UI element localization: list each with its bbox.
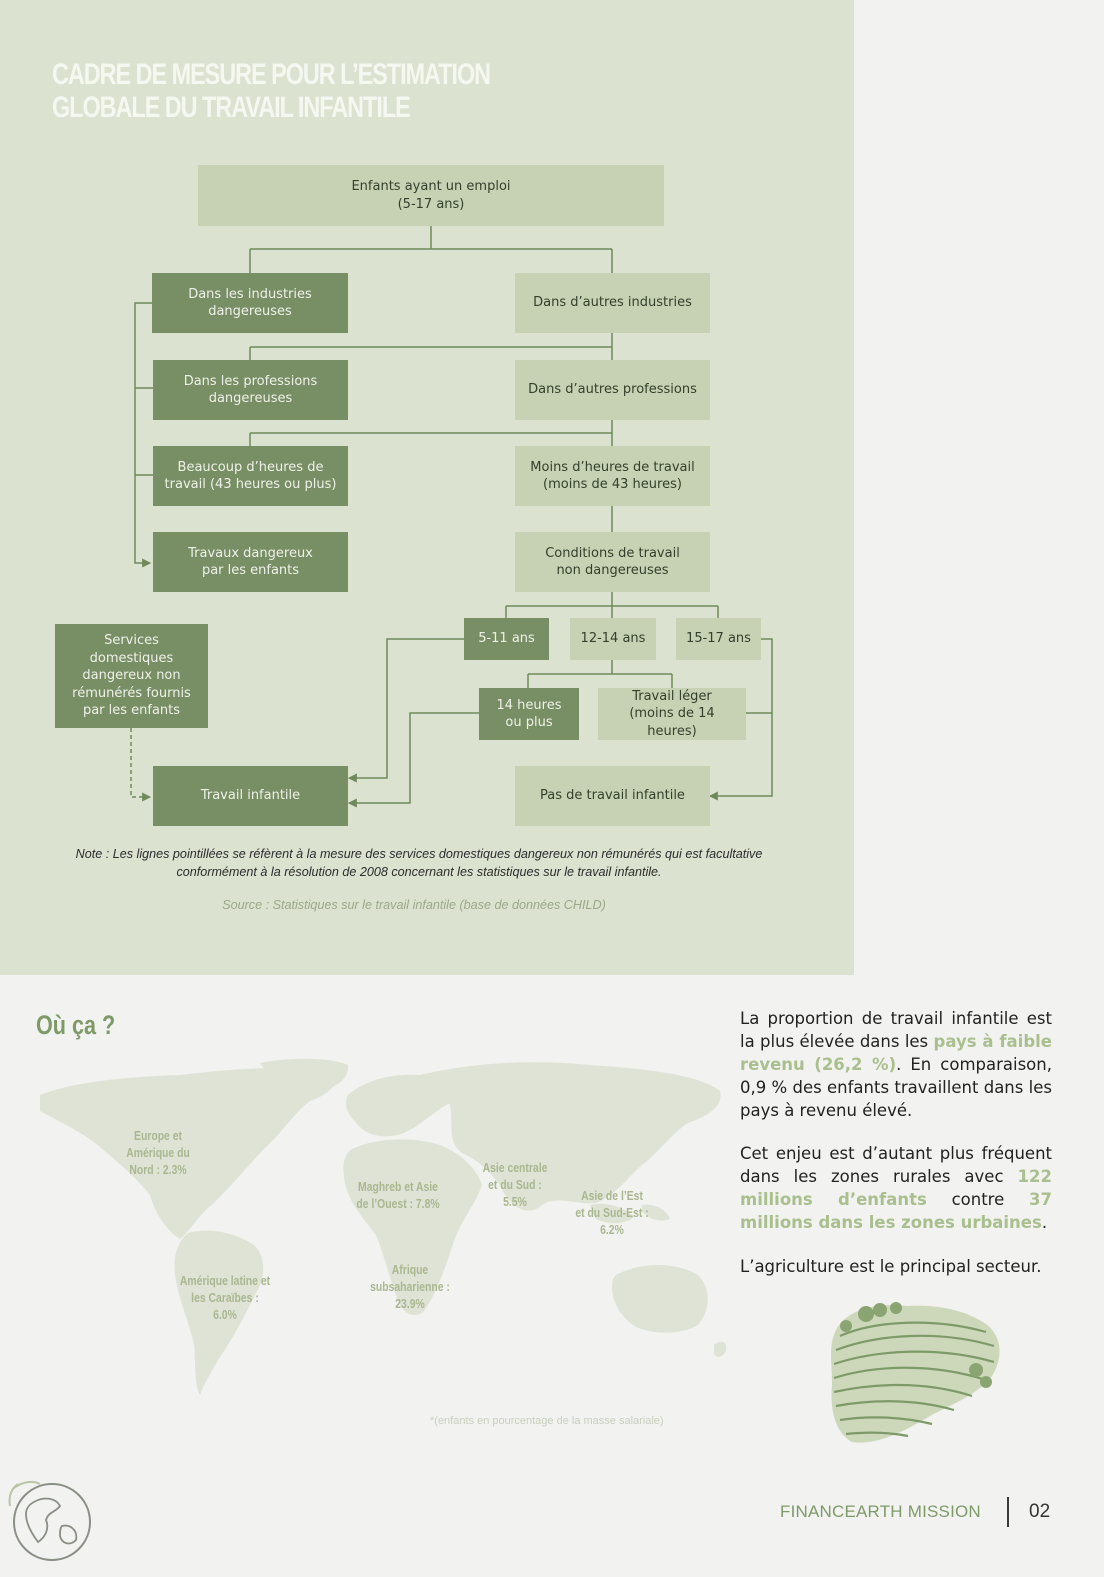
box-hazard-industries: Dans les industries dangereuses xyxy=(152,273,348,333)
box-age-5-11: 5-11 ans xyxy=(464,618,549,660)
paragraph-income-text-a: La proportion de travail infantile est la plus élevée dans les xyxy=(740,1009,1052,1051)
page-number: 02 xyxy=(1029,1501,1051,1522)
region-latin-america: Amérique latine et les Caraïbes : 6.0% xyxy=(179,1273,271,1322)
region-sub-saharan-africa: Afrique subsaharienne : 23.9% xyxy=(370,1262,450,1311)
paragraph-agriculture: L’agriculture est le principal secteur. xyxy=(740,1257,1042,1276)
flowchart-source: Source : Statistiques sur le travail infantile (base de données CHILD) xyxy=(222,898,606,912)
paragraph-rural-text-b: contre xyxy=(926,1190,1030,1209)
paragraph-rural-highlight-1: 122 millions d’enfants xyxy=(740,1167,1052,1209)
paragraph-income-text-b: . En comparaison, 0,9 % des enfants travaillent dans les pays à revenu élevé. xyxy=(740,1055,1052,1120)
map-footnote: *(enfants en pourcentage de la masse salariale) xyxy=(430,1415,664,1427)
box-other-industries: Dans d’autres industries xyxy=(515,273,710,333)
paragraph-rural-text-a: Cet enjeu est d’autant plus fréquent dans les zones rurales avec xyxy=(740,1144,1052,1186)
box-child-labour: Travail infantile xyxy=(153,766,348,826)
box-other-professions: Dans d’autres professions xyxy=(515,360,710,420)
region-maghreb-west-asia: Maghreb et Asie de l’Ouest : 7.8% xyxy=(356,1179,440,1211)
box-hazardous-work: Travaux dangereux par les enfants xyxy=(153,532,348,592)
region-europe-north-america: Europe et Amérique du Nord : 2.3% xyxy=(126,1128,190,1177)
paragraph-income xyxy=(740,1007,1052,1122)
box-long-hours: Beaucoup d’heures de travail (43 heures ou plus) xyxy=(153,446,348,506)
globe-logo-icon xyxy=(4,1476,100,1572)
footer-brand: FINANCEARTH MISSION xyxy=(780,1502,981,1521)
section-heading-where: Où ça ? xyxy=(36,1010,116,1040)
region-central-south-asia: Asie centrale et du Sud : 5.5% xyxy=(482,1160,548,1209)
paragraph-rural xyxy=(740,1142,1052,1234)
region-east-asia: Asie de l’Est et du Sud-Est : 6.2% xyxy=(575,1188,649,1237)
box-domestic-services: Services domestiques dangereux non rémunérés fournis par les enfants xyxy=(55,624,208,728)
box-light-work: Travail léger (moins de 14 heures) xyxy=(598,688,746,740)
page-title: CADRE DE MESURE POUR L’ESTIMATION GLOBALE DU TRAVAIL INFANTILE xyxy=(52,58,491,124)
box-age-15-17: 15-17 ans xyxy=(676,618,761,660)
box-safe-conditions: Conditions de travail non dangereuses xyxy=(515,532,710,592)
footer-divider xyxy=(1007,1497,1009,1527)
rice-terrace-illustration xyxy=(826,1300,1008,1448)
paragraph-income-highlight: pays à faible revenu (26,2 %) xyxy=(740,1032,1052,1074)
box-age-12-14: 12-14 ans xyxy=(570,618,656,660)
box-children-employed: Enfants ayant un emploi (5-17 ans) xyxy=(198,165,664,226)
box-hazard-professions: Dans les professions dangereuses xyxy=(153,360,348,420)
box-short-hours: Moins d’heures de travail (moins de 43 heures) xyxy=(515,446,710,506)
box-no-child-labour: Pas de travail infantile xyxy=(515,766,710,826)
framework-panel xyxy=(0,0,854,975)
flowchart-connectors xyxy=(0,0,854,975)
paragraph-rural-highlight-2: 37 millions dans les zones urbaines xyxy=(740,1190,1053,1232)
flowchart-note: Note : Les lignes pointillées se réfèrent à la mesure des services domestiques dangereux non rémunérés qui est facultative conformément à la résolution de 2008 concernant les statistiques sur le travail infantile. xyxy=(75,847,763,879)
box-14-hours-plus: 14 heures ou plus xyxy=(479,688,579,740)
paragraph-rural-text-c: . xyxy=(1041,1213,1048,1232)
